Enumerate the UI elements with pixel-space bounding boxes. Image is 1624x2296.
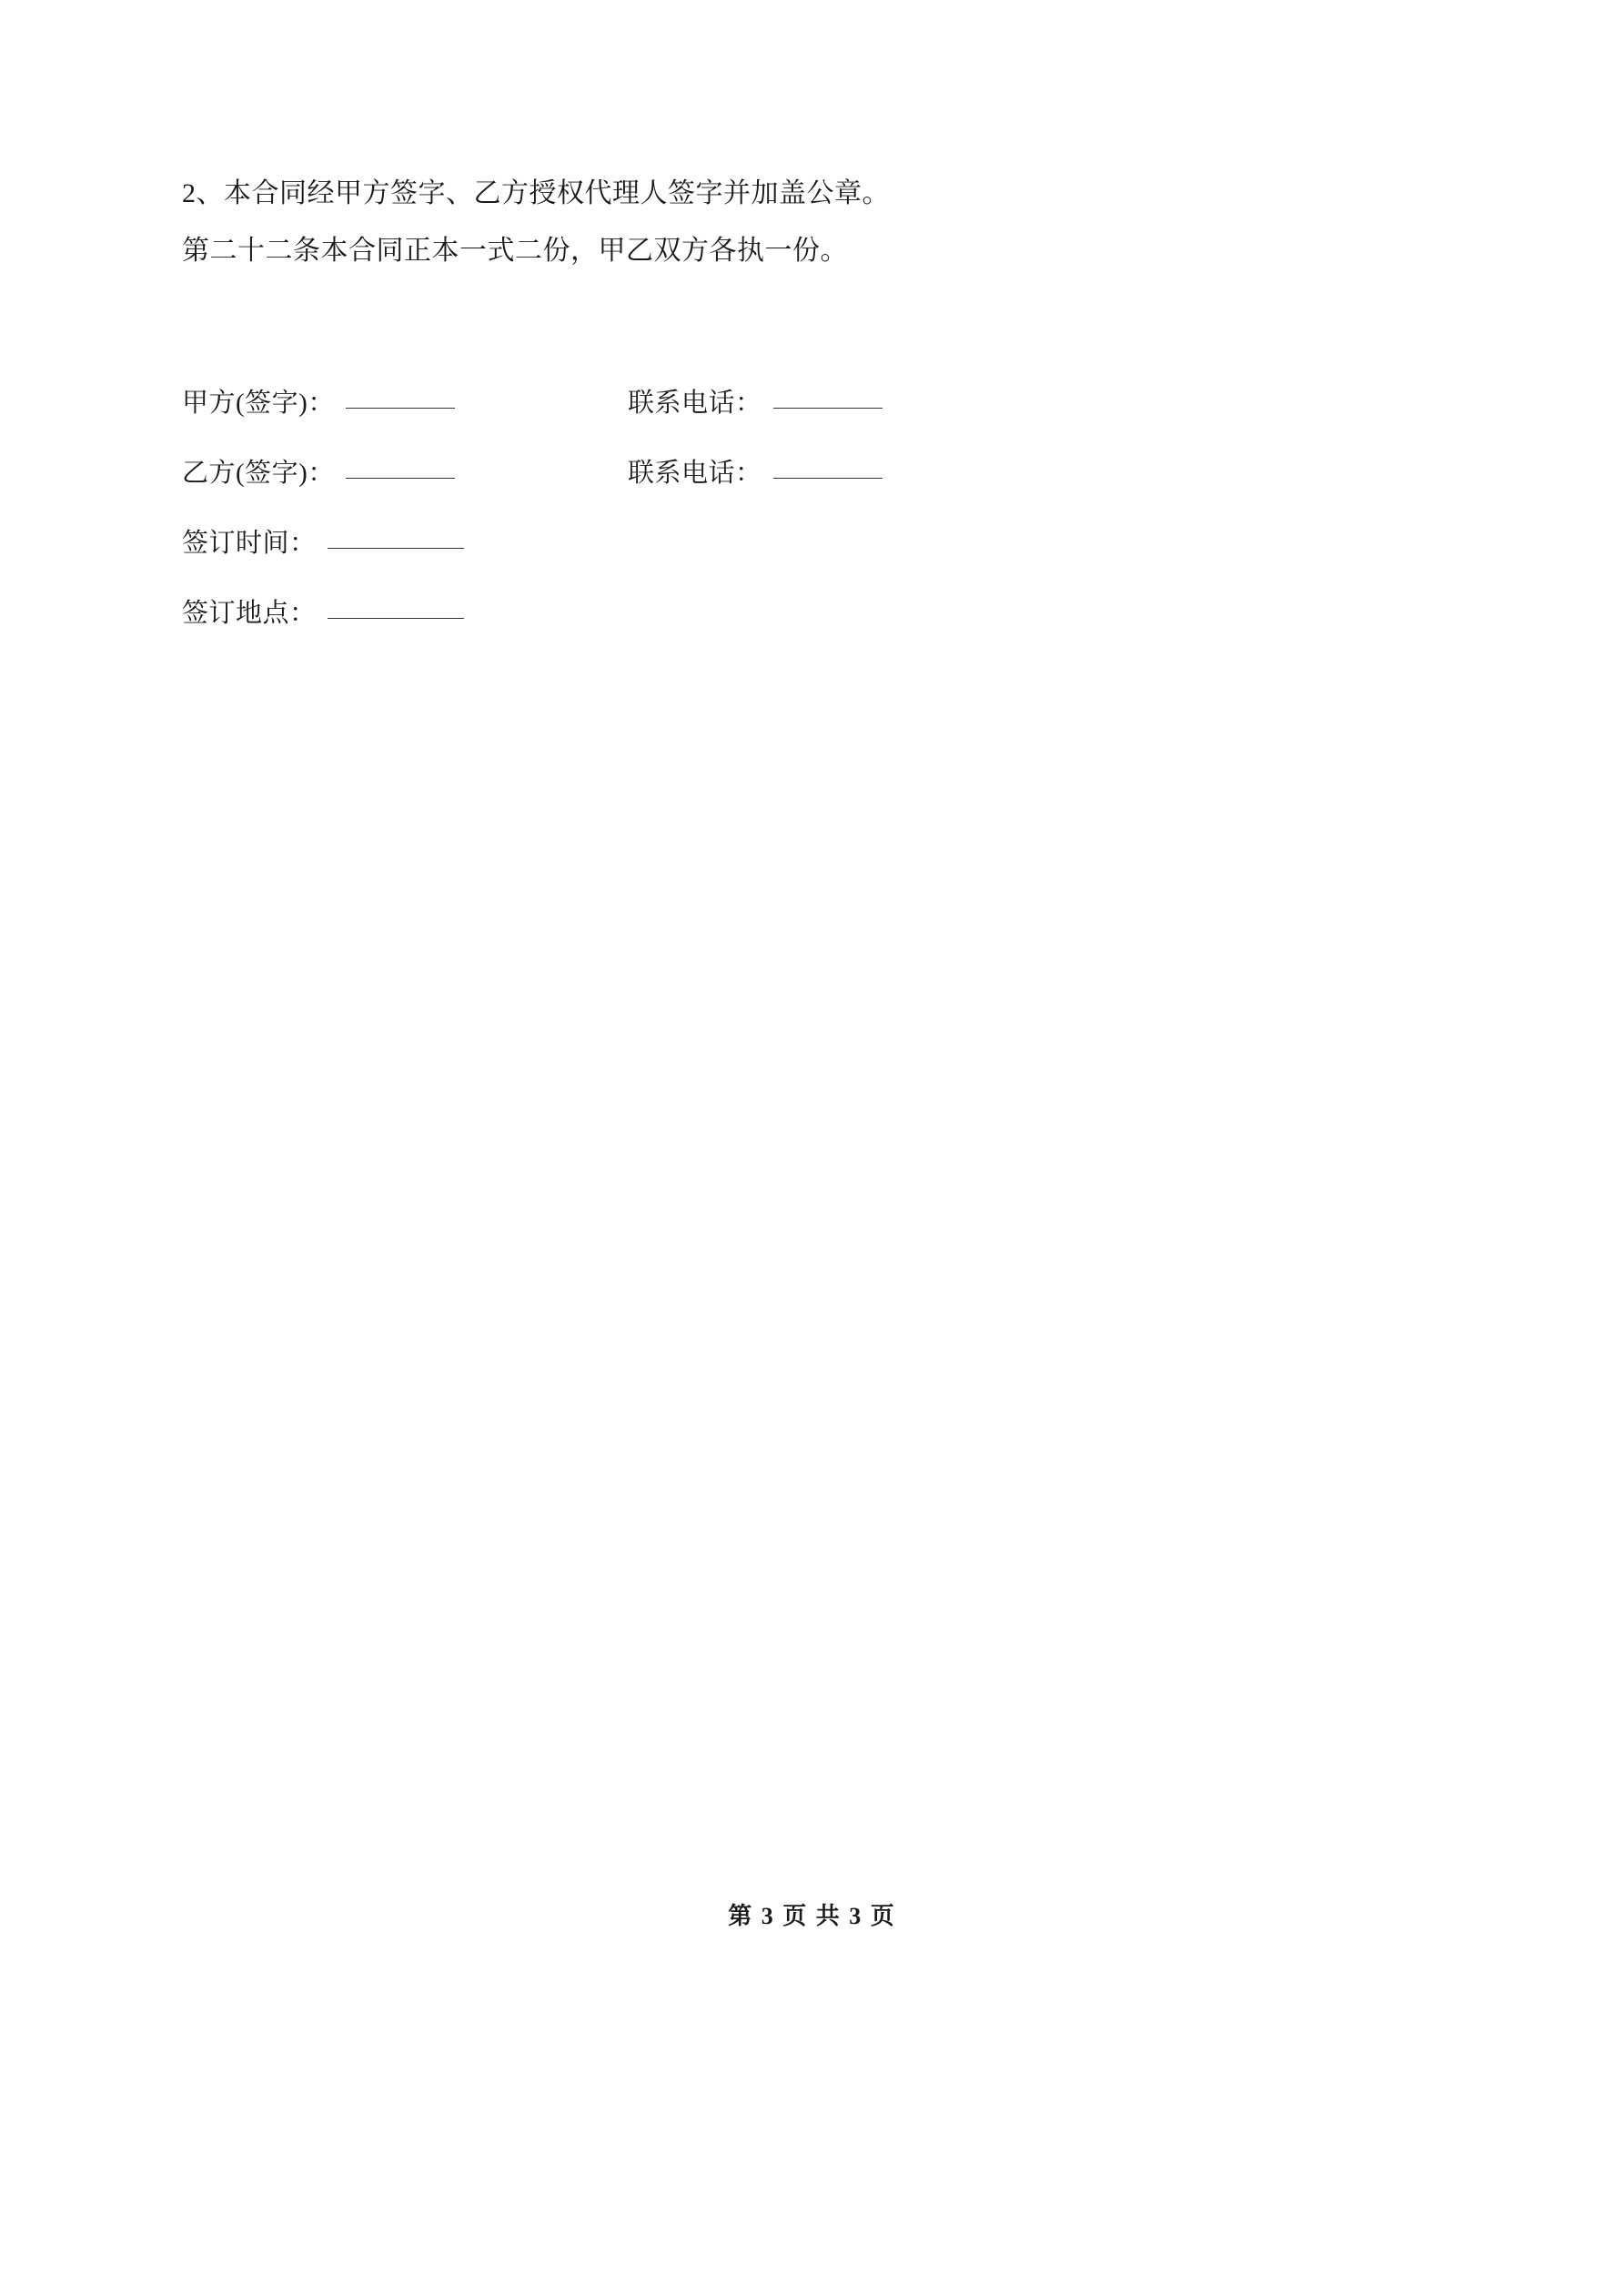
paragraph-clause-2: 2、本合同经甲方签字、乙方授权代理人签字并加盖公章。 (182, 178, 890, 208)
paragraph-article-22: 第二十二条本合同正本一式二份，甲乙双方各执一份。 (182, 235, 848, 266)
signature-row-sign-date (182, 522, 1456, 560)
document-body (182, 173, 1456, 288)
signature-field-party-b (182, 452, 628, 490)
signature-label-party-a: 甲方(签字)： (182, 389, 335, 418)
page-footer: 第 3 页 共 3 页 (728, 1903, 896, 1929)
signature-label-party-b: 乙方(签字)： (182, 459, 335, 488)
signature-label-phone-a: 联系电话： (628, 389, 762, 418)
signature-row-sign-place (182, 592, 1456, 630)
signature-line-phone-a[interactable] (773, 407, 883, 409)
signature-label-phone-b: 联系电话： (628, 459, 762, 488)
signature-field-sign-place (182, 592, 628, 630)
signature-field-sign-date (182, 522, 628, 560)
signature-line-sign-place[interactable] (328, 617, 464, 619)
signature-block (182, 382, 1456, 663)
signature-label-sign-date: 签订时间： (182, 529, 317, 558)
signature-line-sign-date[interactable] (328, 547, 464, 549)
signature-field-party-a (182, 382, 628, 420)
signature-label-sign-place: 签订地点： (182, 599, 317, 628)
signature-line-party-b[interactable] (346, 477, 455, 479)
signature-line-phone-b[interactable] (773, 477, 883, 479)
signature-line-party-a[interactable] (346, 407, 455, 409)
signature-field-phone-a (628, 382, 883, 420)
signature-row-party-a (182, 382, 1456, 420)
signature-row-party-b (182, 452, 1456, 490)
signature-field-phone-b (628, 452, 883, 490)
